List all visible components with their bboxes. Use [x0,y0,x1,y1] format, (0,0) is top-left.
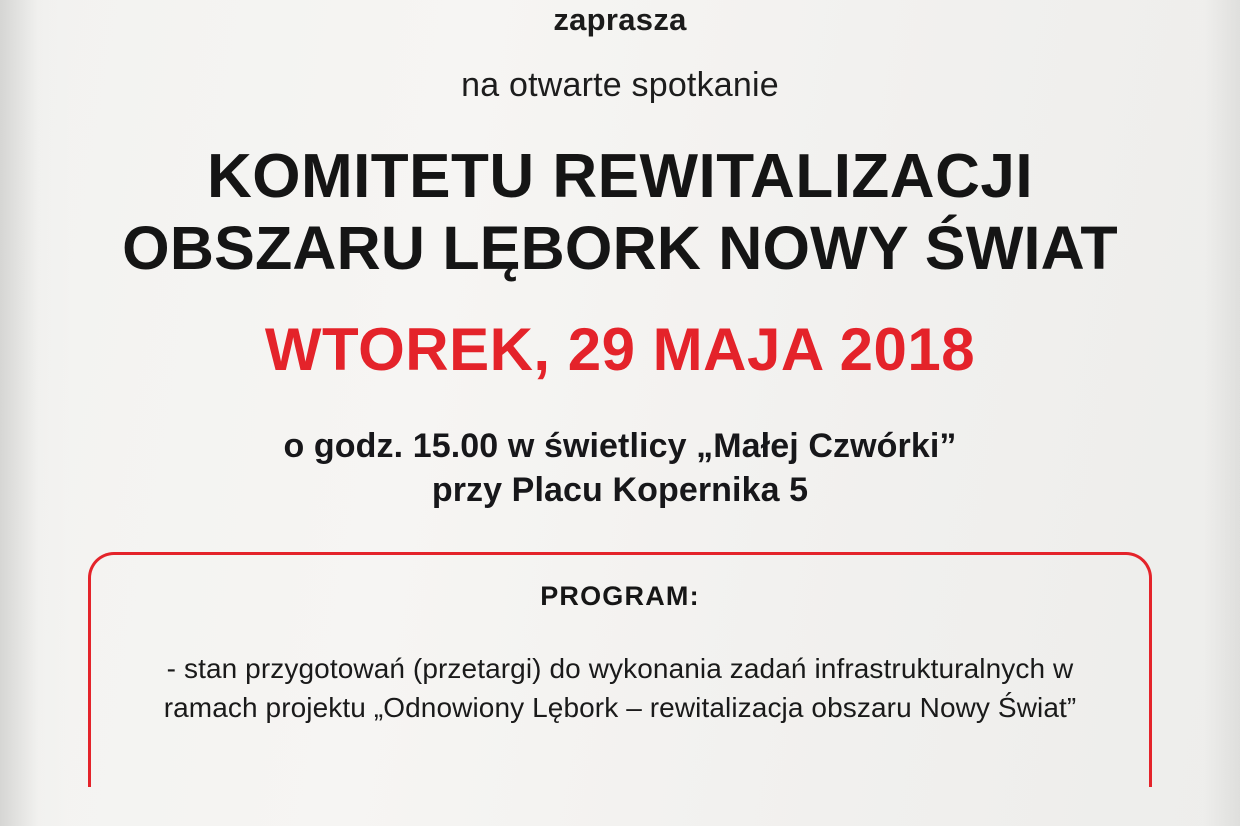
program-heading: PROGRAM: [540,581,700,612]
invites-label: zaprasza [553,2,687,37]
event-subtitle: na otwarte spotkanie [461,65,779,104]
event-date: WTOREK, 29 MAJA 2018 [264,316,976,384]
event-location [0,425,1240,512]
program-item: - stan przygotowań (przetargi) do wykonania zadań infrastrukturalnych w ramach projektu „Odnowiony Lębork – rewitalizacja obszaru Nowy Świat” [163,653,1077,723]
event-title-line-2: OBSZARU LĘBORK NOWY ŚWIAT [122,214,1118,283]
event-location-line-2: przy Placu Kopernika 5 [431,470,809,509]
program-box [88,552,1152,787]
event-title-line-1: KOMITETU REWITALIZACJI [206,141,1034,211]
event-location-line-1: o godz. 15.00 w świetlicy „Małej Czwórki” [283,427,957,466]
event-title [0,140,1240,285]
